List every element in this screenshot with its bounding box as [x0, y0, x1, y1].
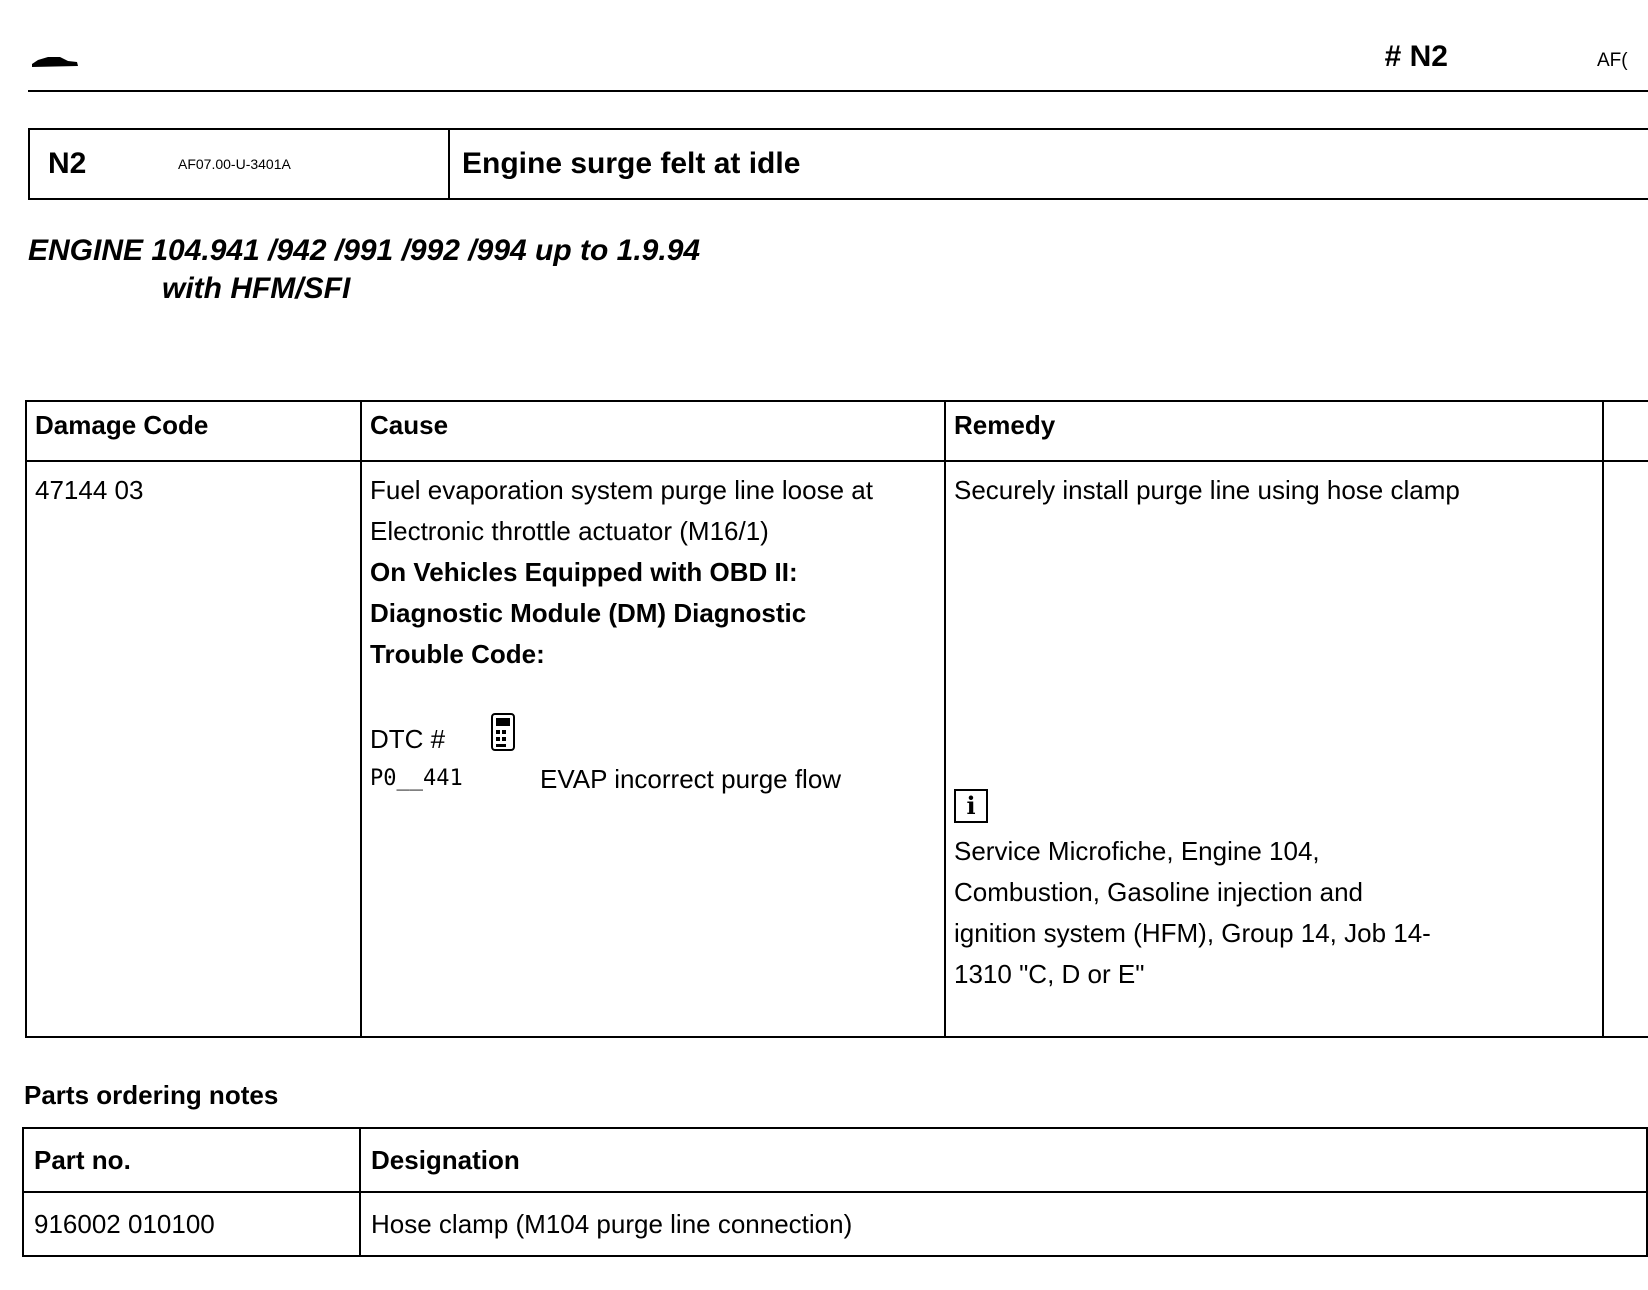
remedy-cell [945, 461, 1603, 1037]
table-row [23, 1192, 1647, 1256]
header-cause: Cause [361, 401, 945, 461]
reference-line-3: ignition system (HFM), Group 14, Job 14- [954, 918, 1431, 948]
reference-line-2: Combustion, Gasoline injection and [954, 877, 1364, 907]
damage-code: 47144 03 [35, 475, 144, 505]
document-number: AF07.00-U-3401A [178, 156, 291, 172]
part-number: 916002 010100 [23, 1192, 360, 1256]
engine-heading [28, 232, 700, 308]
table-row [26, 461, 1648, 1037]
title-box [28, 128, 1648, 200]
part-designation: Hose clamp (M104 purge line connection) [360, 1192, 1647, 1256]
damage-table [25, 400, 1648, 1038]
header-rule [28, 90, 1648, 92]
header-designation: Designation [360, 1128, 1647, 1192]
damage-code-cell [26, 461, 361, 1037]
cause-cell [361, 461, 945, 1037]
dtc-code: P0__441 [370, 766, 463, 791]
dtc-description: EVAP incorrect purge flow [540, 764, 842, 794]
obd-line-2: Diagnostic Module (DM) Diagnostic [370, 598, 807, 628]
reference-line-1: Service Microfiche, Engine 104, [954, 836, 1320, 866]
engine-line-1: ENGINE 104.941 /942 /991 /992 /994 up to 1.9.94 [28, 234, 701, 267]
dtc-label-row [370, 719, 936, 759]
section-number: # N2 [1384, 40, 1448, 73]
diagnostic-tester-icon [489, 712, 519, 752]
obd-line-1: On Vehicles Equipped with OBD II: [370, 557, 798, 587]
remedy-text: Securely install purge line using hose clamp [954, 475, 1460, 505]
header-extra [1603, 401, 1648, 461]
info-icon: i [954, 789, 988, 823]
cause-line-1: Fuel evaporation system purge line loose at [370, 475, 873, 505]
header-part-no: Part no. [23, 1128, 360, 1192]
header-remedy: Remedy [945, 401, 1603, 461]
table-header-row [26, 401, 1648, 461]
dtc-label: DTC # [370, 724, 446, 754]
reference-line-4: 1310 "C, D or E" [954, 959, 1145, 989]
extra-cell [1603, 461, 1648, 1037]
header-damage-code: Damage Code [26, 401, 361, 461]
dtc-code-row [370, 759, 936, 799]
header-reference: AF( [1597, 50, 1628, 71]
engine-line-2: with HFM/SFI [162, 272, 351, 305]
car-silhouette-icon [30, 52, 80, 70]
obd-line-3: Trouble Code: [370, 639, 545, 669]
parts-table [22, 1127, 1648, 1257]
parts-heading: Parts ordering notes [24, 1080, 279, 1110]
parts-header-row [23, 1128, 1647, 1192]
title-code-cell [30, 130, 450, 198]
cause-line-2: Electronic throttle actuator (M16/1) [370, 516, 769, 546]
title-code: N2 [48, 147, 87, 180]
page-title: Engine surge felt at idle [462, 147, 801, 180]
